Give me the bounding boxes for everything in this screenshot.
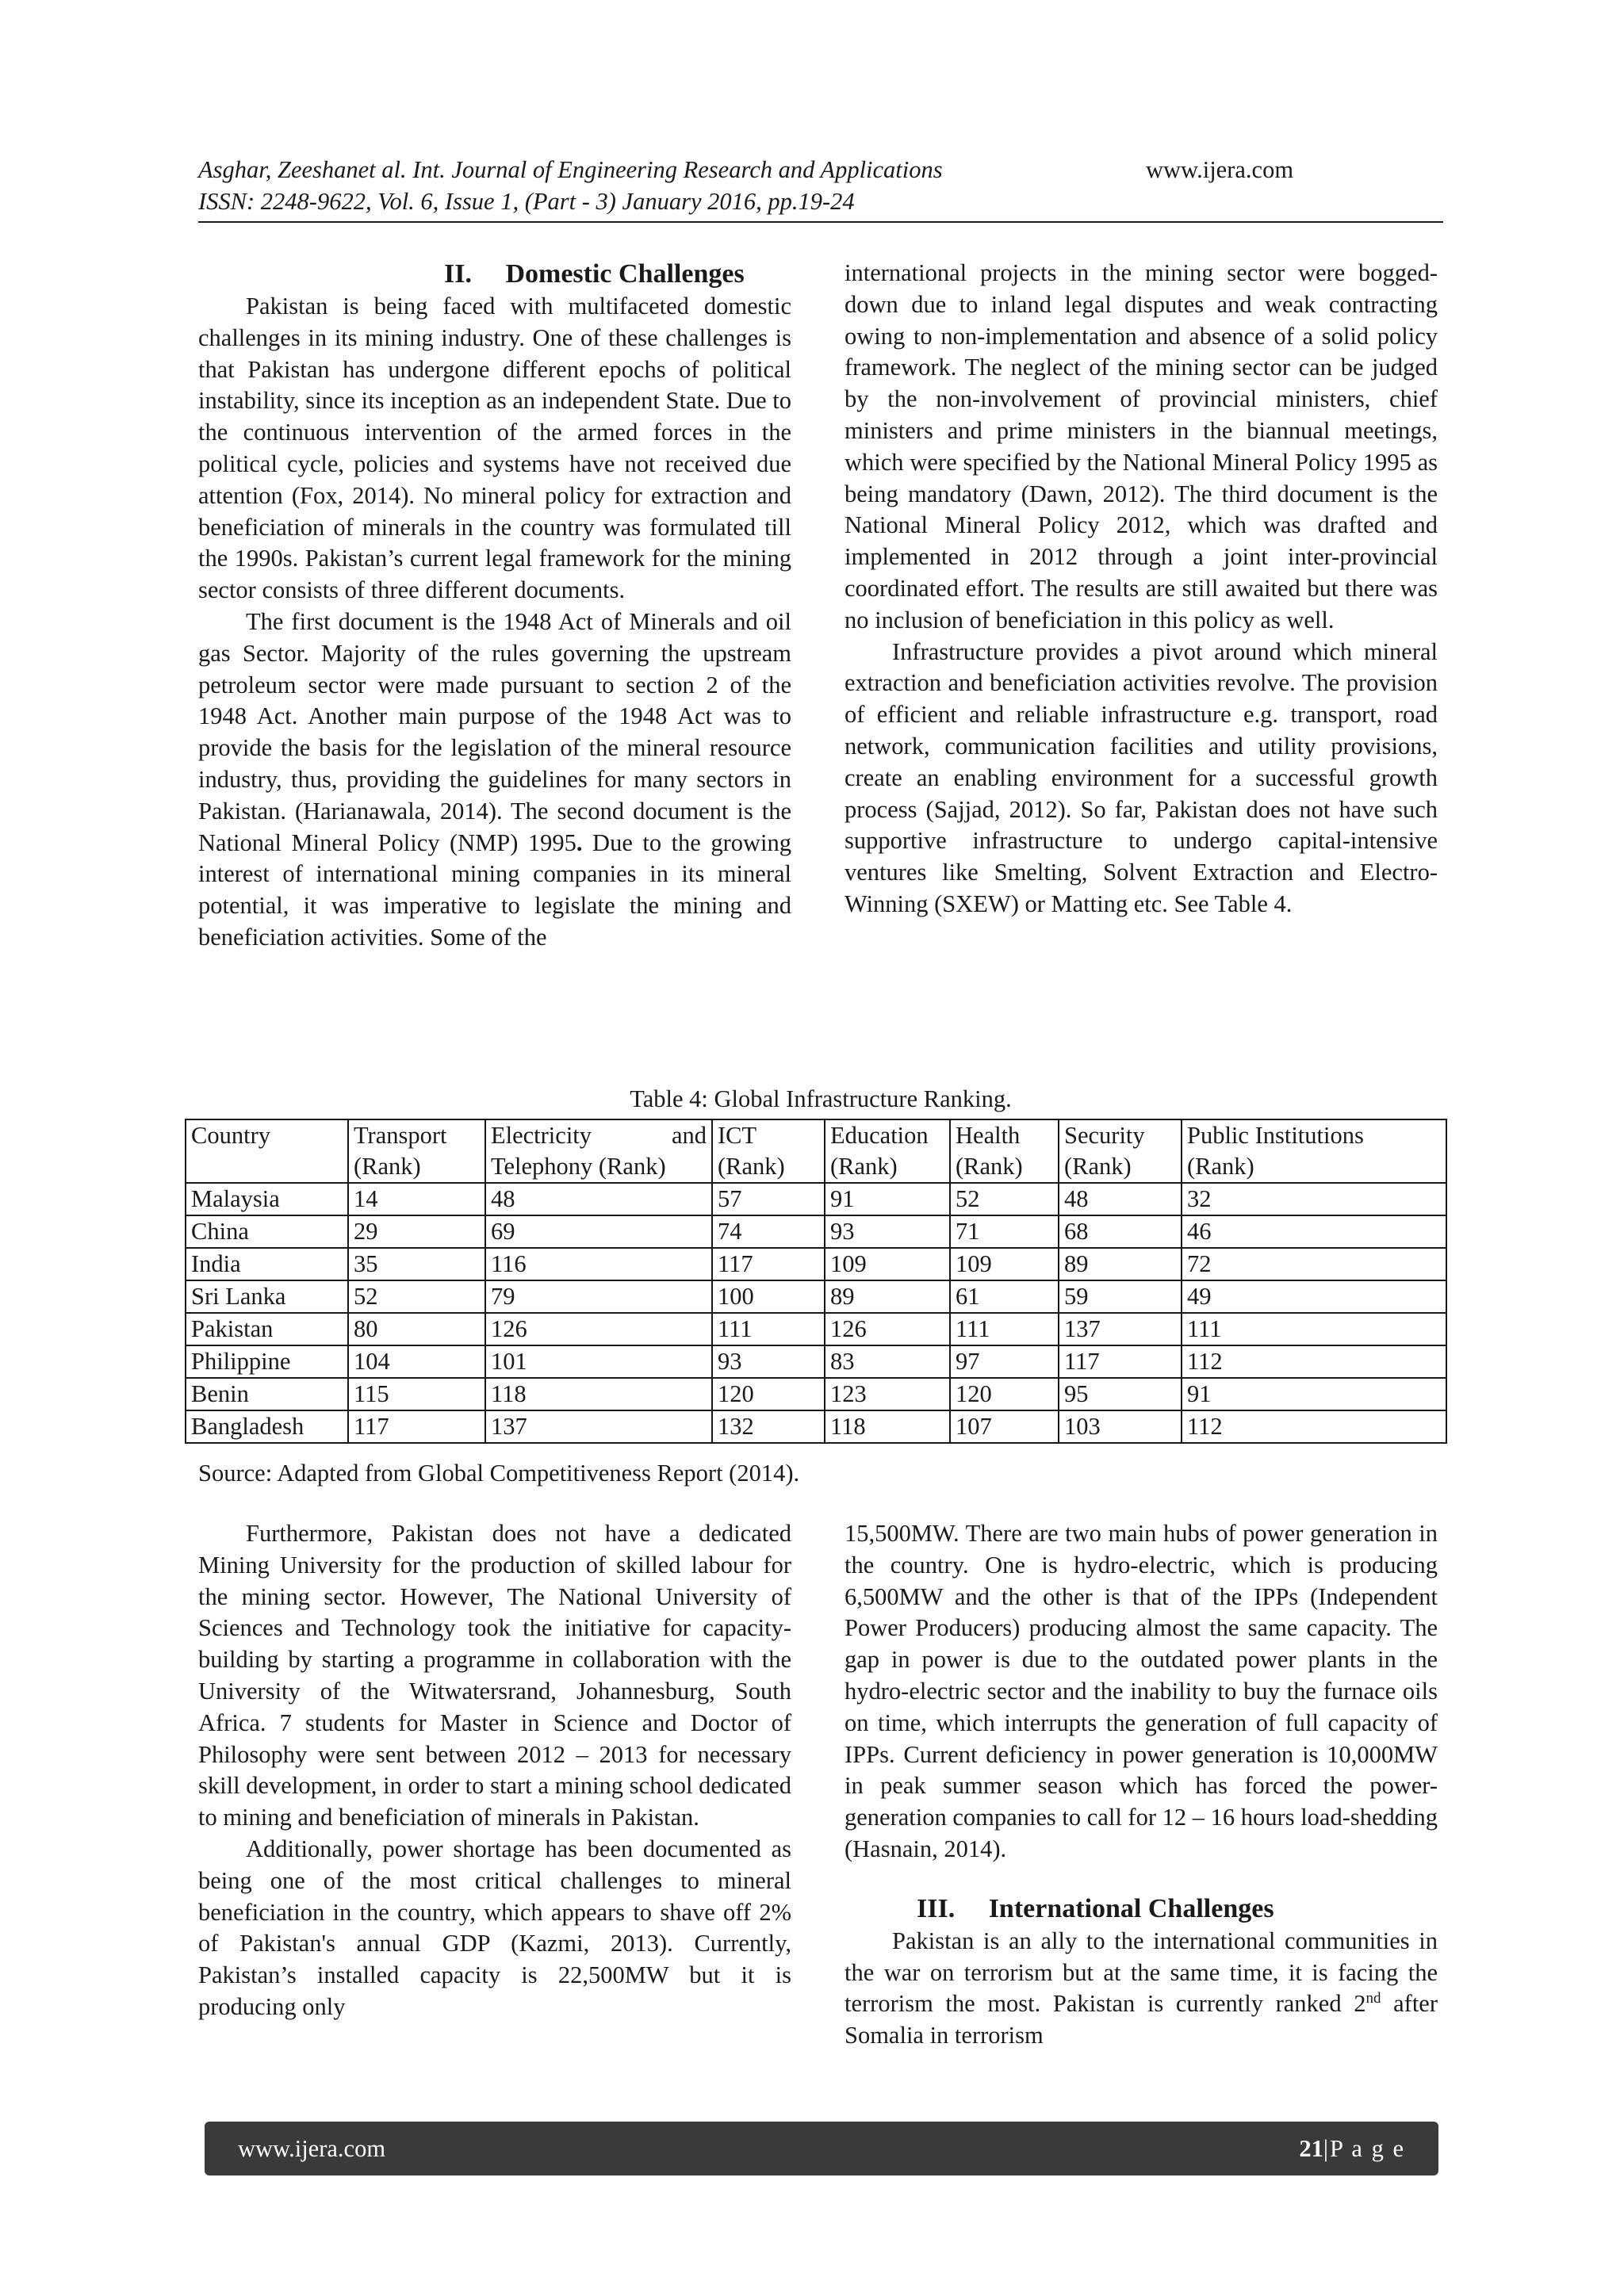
table-row [186,1313,1446,1345]
page-footer [205,2122,1438,2175]
paragraph [845,1926,1438,2052]
table-row [186,1183,1446,1215]
column-header: Country [186,1119,348,1183]
column-header: ICT (Rank) [712,1119,825,1183]
rank-cell: 118 [825,1410,950,1443]
rank-cell: 97 [950,1345,1059,1378]
paragraph-text: after Somalia in terrorism [845,1990,1438,2049]
rank-cell: 120 [712,1378,825,1410]
rank-cell: 115 [348,1378,485,1410]
column-header: Public Institutions (Rank) [1182,1119,1446,1183]
table-body [186,1183,1446,1443]
rank-cell: 46 [1182,1215,1446,1248]
paragraph: international projects in the mining sector were bogged-down due to inland legal disputes and weak contracting owing to non-implementation and absence of a solid policy framework. The neglect of the mining sector can be judged by the non-involvement of provincial ministers, chief ministers and prime ministers in the biannual meetings, which were specified by the National Mineral Policy 1995 as being mandatory (Dawn, 2012). The third document is the National Mineral Policy 2012, which was drafted and implemented in 2012 through a joint inter-provincial coordinated effort. The results are still awaited but there was no inclusion of beneficiation in this policy as well. [845,259,1438,633]
country-cell: Pakistan [186,1313,348,1345]
table-header-row [186,1119,1446,1183]
rank-cell: 103 [1059,1410,1182,1443]
country-cell: Bangladesh [186,1410,348,1443]
header-divider [198,221,1443,223]
paragraph-text: Due to the growing interest of international mining companies in its mineral potential, it was imperative to legislate the mining and beneficiation activities. Some of the [198,828,791,951]
rank-cell: 117 [1059,1345,1182,1378]
section-title: International Challenges [988,1893,1274,1923]
rank-cell: 89 [825,1280,950,1313]
rank-cell: 117 [348,1410,485,1443]
rank-cell: 91 [825,1183,950,1215]
rank-cell: 91 [1182,1378,1446,1410]
rank-cell: 109 [950,1248,1059,1280]
ordinal-suffix: nd [1365,1990,1381,2007]
rank-cell: 14 [348,1183,485,1215]
lower-left-column [198,1518,791,2023]
page-number-value: 21 [1299,2134,1323,2162]
rank-cell: 69 [485,1215,712,1248]
column-header: Security (Rank) [1059,1119,1182,1183]
rank-cell: 112 [1182,1345,1446,1378]
rank-cell: 32 [1182,1183,1446,1215]
rank-cell: 48 [485,1183,712,1215]
lower-right-column [845,1518,1438,2052]
rank-cell: 123 [825,1378,950,1410]
rank-cell: 57 [712,1183,825,1215]
country-cell: Malaysia [186,1183,348,1215]
rank-cell: 111 [950,1313,1059,1345]
rank-cell: 48 [1059,1183,1182,1215]
rank-cell: 93 [712,1345,825,1378]
journal-website: www.ijera.com [1146,156,1294,183]
rank-cell: 52 [950,1183,1059,1215]
rank-cell: 68 [1059,1215,1182,1248]
section-title: Domestic Challenges [505,259,745,289]
rank-cell: 93 [825,1215,950,1248]
journal-citation: Asghar, Zeeshanet al. Int. Journal of Engineering Research and Applications [198,156,943,183]
rank-cell: 83 [825,1345,950,1378]
rank-cell: 117 [712,1248,825,1280]
paragraph: Additionally, power shortage has been documented as being one of the most critical challenges to mineral beneficiation in the country, which appears to shave off 2% of Pakistan's annual GDP (Kazmi, 2013). Currently, Pakistan’s installed capacity is 22,500MW but it is producing only [198,1835,791,2020]
paragraph-text: Pakistan is an ally to the international communities in the war on terrorism but at the same time, it is facing the terrorism the most. Pakistan is currently ranked 2 [845,1927,1438,2018]
rank-cell: 109 [825,1248,950,1280]
country-cell: Benin [186,1378,348,1410]
bold-period: . [576,828,583,856]
rank-cell: 95 [1059,1378,1182,1410]
paragraph: Infrastructure provides a pivot around which mineral extraction and beneficiation activities revolve. The provision of efficient and reliable infrastructure e.g. transport, road network, communication facilities and utility provisions, create an enabling environment for a successful growth process (Sajjad, 2012). So far, Pakistan does not have such supportive infrastructure to undergo capital-intensive ventures like Smelting, Solvent Extraction and Electro-Winning (SXEW) or Matting etc. See Table 4. [845,637,1438,917]
country-cell: Sri Lanka [186,1280,348,1313]
rank-cell: 59 [1059,1280,1182,1313]
column-header: Transport (Rank) [348,1119,485,1183]
rank-cell: 116 [485,1248,712,1280]
section-number: III. [917,1893,956,1923]
page-number [1299,2135,1405,2163]
paragraph: 15,500MW. There are two main hubs of power generation in the country. One is hydro-electric, which is producing 6,500MW and the other is that of the IPPs (Independent Power Producers) producing almost the same capacity. The gap in power is due to the outdated power plants in the hydro-electric sector and the inability to buy the furnace oils on time, which interrupts the generation of full capacity of IPPs. Current deficiency in power generation is 10,000MW in peak summer season which has forced the power-generation companies to call for 12 – 16 hours load-shedding (Hasnain, 2014). [845,1520,1438,1862]
rank-cell: 107 [950,1410,1059,1443]
issn-line: ISSN: 2248-9622, Vol. 6, Issue 1, (Part - 3) January 2016, pp.19-24 [198,188,855,215]
rank-cell: 126 [485,1313,712,1345]
rank-cell: 137 [1059,1313,1182,1345]
rank-cell: 35 [348,1248,485,1280]
rank-cell: 112 [1182,1410,1446,1443]
paragraph: Pakistan is being faced with multifaceted domestic challenges in its mining industry. One of these challenges is that Pakistan has undergone different epochs of political instability, since its inception as an independent State. Due to the continuous intervention of the armed forces in the political cycle, policies and systems have not received due attention (Fox, 2014). No mineral policy for extraction and beneficiation of minerals in the country was formulated till the 1990s. Pakistan’s current legal framework for the mining sector consists of three different documents. [198,293,791,604]
table-row [186,1248,1446,1280]
rank-cell: 52 [348,1280,485,1313]
rank-cell: 100 [712,1280,825,1313]
table-row [186,1410,1446,1443]
paragraph-text: The first document is the 1948 Act of Minerals and oil gas Sector. Majority of the rules governing the upstream petroleum sector were made pursuant to section 2 of the 1948 Act. Another main purpose of the 1948 Act was to provide the basis for the legislation of the mineral resource industry, thus, providing the guidelines for many sectors in Pakistan. (Harianawala, 2014). The second document is the National Mineral Policy (NMP) 1995 [198,607,791,856]
rank-cell: 137 [485,1410,712,1443]
rank-cell: 101 [485,1345,712,1378]
table-row [186,1378,1446,1410]
rank-cell: 80 [348,1313,485,1345]
country-cell: China [186,1215,348,1248]
page-label: |P a g e [1323,2134,1405,2162]
rank-cell: 132 [712,1410,825,1443]
column-header: Education (Rank) [825,1119,950,1183]
rank-cell: 61 [950,1280,1059,1313]
column-header: Electricity and Telephony (Rank) [485,1119,712,1183]
rank-cell: 111 [1182,1313,1446,1345]
rank-cell: 126 [825,1313,950,1345]
section-heading-international [845,1892,1438,1926]
upper-left-column [198,258,791,954]
country-cell: Philippine [186,1345,348,1378]
paragraph [198,607,791,954]
rank-cell: 120 [950,1378,1059,1410]
column-header: Health (Rank) [950,1119,1059,1183]
rank-cell: 74 [712,1215,825,1248]
paragraph: Furthermore, Pakistan does not have a dedicated Mining University for the production of skilled labour for the mining sector. However, The National University of Sciences and Technology took the initiative for capacity-building by starting a programme in collaboration with the University of the Witwatersrand, Johannesburg, South Africa. 7 students for Master in Science and Doctor of Philosophy were sent between 2012 – 2013 for necessary skill development, in order to start a mining school dedicated to mining and beneficiation of minerals in Pakistan. [198,1520,791,1831]
upper-right-column [845,258,1438,920]
table-source: Source: Adapted from Global Competitiveness Report (2014). [198,1460,800,1487]
table-caption: Table 4: Global Infrastructure Ranking. [630,1085,1012,1112]
rank-cell: 29 [348,1215,485,1248]
country-cell: India [186,1248,348,1280]
section-number: II. [444,259,472,289]
table-row [186,1280,1446,1313]
table-row [186,1345,1446,1378]
footer-website: www.ijera.com [238,2134,386,2162]
section-heading-domestic [198,258,791,291]
rank-cell: 79 [485,1280,712,1313]
running-header [198,154,1443,217]
rank-cell: 111 [712,1313,825,1345]
rank-cell: 72 [1182,1248,1446,1280]
rank-cell: 89 [1059,1248,1182,1280]
rank-cell: 118 [485,1378,712,1410]
rank-cell: 104 [348,1345,485,1378]
infrastructure-ranking-table [185,1119,1447,1444]
rank-cell: 71 [950,1215,1059,1248]
table-row [186,1215,1446,1248]
rank-cell: 49 [1182,1280,1446,1313]
